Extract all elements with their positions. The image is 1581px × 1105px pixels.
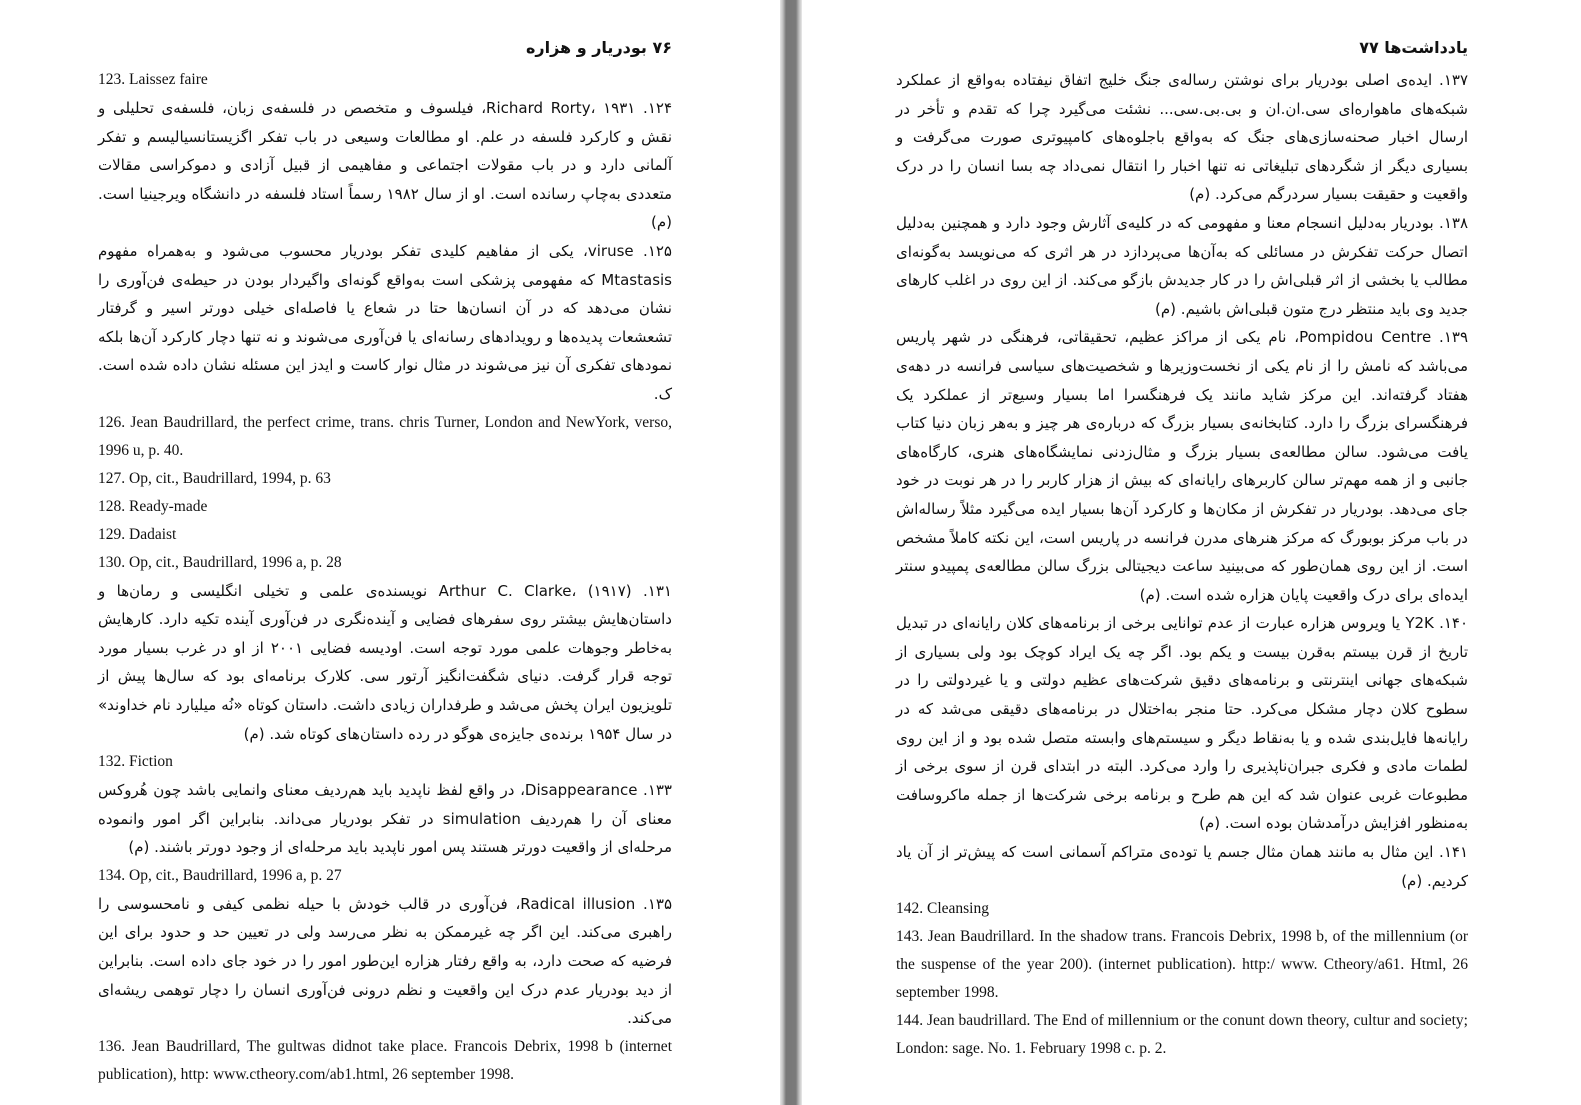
right-page-column	[896, 36, 1468, 1063]
footnote-item: ۱۳۵. Radical illusion، فن‌آوری در قالب خودش با حیله نظمی کیفی و نامحسوسی را راهبری می‌کند. این اگر چه غیرممکن به نظر می‌رسد ولی در تعیین حد و حدود برای این فرضیه که صحت دارد، به واقع رفتار هزاره این‌طور امور را در خود جای داده است. بنابراین از دید بودریار عدم درک این واقعیت و نظم درونی فن‌آوری انسان را دچار توهمی ریشه‌ای می‌کند.	[98, 894, 672, 1028]
footnote-item: 144. Jean baudrillard. The End of millennium or the conunt down theory, cultur and society; London: sage. No. 1. February 1998 c. p. 2.	[896, 1012, 1468, 1058]
footnote-item: ۱۳۸. بودریار به‌دلیل انسجام معنا و مفهومی که در کلیه‌ی آثارش وجود دارد و همچنین به‌دلیل اتصال حرکت تفکرش در مسائلی که به‌آن‌ها می‌پردازد در هر اثری که می‌نویسد به‌گونه‌ای مطالب یا بخشی از اثر قبلی‌اش را در کار جدیدش بازگو می‌کند. از این روی در اغلب کارهای جدید وی باید منتظر درج متون قبلی‌اش باشیم. (م)	[896, 213, 1468, 318]
right-page	[802, 0, 1581, 1105]
footnote-item: 143. Jean Baudrillard. In the shadow trans. Francois Debrix, 1998 b, of the millennium (or the suspense of the year 200). (internet publication). http:/ www. Ctheory/a61. Html, 26 september 1998.	[896, 928, 1468, 1002]
footnote-item: ۱۳۷. ایده‌ی اصلی بودریار برای نوشتن رساله‌ی جنگ خلیج اتفاق نیفتاده به‌واقع از عملکرد شبکه‌های ماهواره‌ای سی.ان.ان و بی.بی.سی... نشئت می‌گیرد چرا که تقدم و تأخر در ارسال اخبار صحنه‌سازی‌های جنگ که به‌واقع باجلوه‌های کامپیوتری صورت می‌گرفت و بسیاری دیگر از شگردهای تبلیغاتی نه تنها اخبار را انتقال نمی‌داد چه بسا انسان را در درک واقعیت و حقیقت بسیار سردرگم می‌کرد. (م)	[896, 71, 1468, 204]
footnote-item: 127. Op, cit., Baudrillard, 1994, p. 63	[98, 469, 331, 487]
footnote-item: 136. Jean Baudrillard, The gultwas didnot take place. Francois Debrix, 1998 b (internet publication), http: www.ctheory.com/ab1.html, 26 september 1998.	[98, 1037, 672, 1083]
footnote-item: ۱۴۰. Y2K یا ویروس هزاره عبارت از عدم توانایی برخی از برنامه‌های کلان رایانه‌ای در تبدیل تاریخ از قرن بیستم به‌قرن بیست و یکم بود. اگر چه یک ایراد کوچک بود ولی بسیاری از شبکه‌های جهانی اینترنتی و برنامه‌های دقیق شرکت‌های عظیم دولتی و یا غیردولتی را در سطوح کلان دچار مشکل می‌کرد. حتا منجر به‌اختلال در برنامه‌های دقیقی می‌شد که در رایانه‌ها فایل‌بندی شده و یا به‌نقاط دیگر و سیستم‌های وابسته متصل شده بود و از این روی لطمات مادی و فکری جبران‌ناپذیری را وارد می‌کرد. البته در ابتدای قرن از سوی برخی از مطبوعات غربی عنوان شد که این هم طرح و برنامه برخی شرکت‌ها از جمله ماکروسافت به‌منظور افزایش درآمدشان بوده است. (م)	[896, 614, 1469, 833]
footnote-item: 128. Ready-made	[98, 497, 208, 515]
footnote-item: ۱۳۳. Disappearance، در واقع لفظ ناپدید باید هم‌ردیف معنای وانمایی باشد چون هُروکس معنای آن را هم‌ردیف simulation در تفکر بودریار می‌داند. بنابراین اگر امور وانموده مرحله‌ای از واقعیت دورتر هستند پس امور ناپدید باید مرحله‌ای از وجود دورتر باشند. (م)	[98, 781, 672, 857]
footnote-item: 126. Jean Baudrillard, the perfect crime, trans. chris Turner, London and NewYork, verso, 1996 u, p. 40.	[98, 413, 672, 459]
footnote-item: 123. Laissez faire	[98, 71, 208, 88]
footnote-item: ۱۲۴. Richard Rorty، ۱۹۳۱، فیلسوف و متخصص در فلسفه‌ی زبان، فلسفه‌ی تحلیلی و نقش و کارکرد فلسفه در علم. او مطالعات وسیعی در باب تفکر اگزیستانسیالیسم و تفکر آلمانی دارد و در باب مقولات اجتماعی و مفاهیمی از قبیل آزادی و دموکراسی مقالات متعددی به‌چاپ رسانده است. او از سال ۱۹۸۲ رسماً استاد فلسفه در دانشگاه ویرجینیا است. (م)	[98, 99, 672, 232]
notes-list	[98, 66, 672, 1089]
footnote-item: 142. Cleansing	[896, 900, 989, 918]
footnote-item: ۱۳۹. Pompidou Centre، نام یکی از مراکز عظیم، تحقیقاتی، فرهنگی در شهر پاریس می‌باشد که نامش را از نام یکی از نخست‌وزیرها و شخصیت‌های سیاسی فرانسه در دهه‌ی هفتاد گرفته‌اند. این مرکز شاید مانند یک فرهنگسرا اما بسیار وسیع‌تر از عملکرد یک فرهنگسرای بزرگ را دارد. کتابخانه‌ی بسیار بزرگ که درباره‌ی هر چیز و به‌هر زبان دنیا کتاب یافت می‌شود. سالن مطالعه‌ی بسیار بزرگ و مثال‌زدنی نمایشگاه‌های هنری، کارگاه‌های جانبی و از همه مهم‌تر سالن کاربرهای رایانه‌ای که بیش از هزار کاربر را در هر نوبت در خود جای می‌دهد. بودریار در تفکرش از مکان‌ها و کارکرد آن‌ها بسیار ایده می‌گیرد مثلاً رساله‌اش در باب مرکز بوبورگ که مرکز هنرهای مدرن فرانسه در پاریس است، این نکته کاملاً مشخص است. از این روی همان‌طور که می‌بینید ساعت دیجیتالی بزرگ سالن مطالعه‌ی پمپیدو سنتر ایده‌ای برای درک واقعیت پایان هزاره شده است. (م)	[896, 328, 1468, 604]
footnote-item: 134. Op, cit., Baudrillard, 1996 a, p. 27	[98, 866, 342, 884]
left-page-column	[98, 36, 672, 1089]
book-gutter	[780, 0, 802, 1105]
notes-list	[896, 66, 1468, 1063]
footnote-item: ۱۴۱. این مثال به مانند همان مثال جسم یا توده‌ی متراکم آسمانی است که پیش‌تر از آن یاد کردیم. (م)	[896, 843, 1468, 890]
footnote-item: 132. Fiction	[98, 753, 173, 771]
footnote-item: 129. Dadaist	[98, 525, 177, 543]
page-header: ۷۶ بودریار و هزاره	[525, 38, 672, 57]
page-header: یادداشت‌ها ۷۷	[1359, 38, 1468, 57]
footnote-item: 130. Op, cit., Baudrillard, 1996 a, p. 28	[98, 553, 342, 571]
footnote-item: ۱۲۵. viruse، یکی از مفاهیم کلیدی تفکر بودریار محسوب می‌شود و به‌همراه مفهوم Mtastasis که مفهومی پزشکی است به‌واقع گونه‌ای واگیردار بودن در حیطه‌ی فن‌آوری را نشان می‌دهد که در آن انسان‌ها حتا در شعاع یا فاصله‌ای خیلی دورتر اسیر و گرفتار تشعشعات پدیده‌ها و رویدادهای رسانه‌ای یا فن‌آوری می‌شوند و نه تنها دچار کارکرد آن‌ها بلکه نمودهای تفکری آن نیز می‌شوند در مثال نوار کاست و ایدز این مسئله نشان داده شده است. ک.	[98, 241, 672, 403]
left-page	[0, 0, 780, 1105]
footnote-item: ۱۳۱. Arthur C. Clarke، (۱۹۱۷) نویسنده‌ی علمی و تخیلی انگلیسی و رمان‌ها و داستان‌هایش بیشتر روی سفرهای فضایی و آینده‌نگری در فن‌آوری آینده تکیه دارد. کارهایش به‌خاطر وجوهات علمی مورد توجه است. اودیسه فضایی ۲۰۰۱ از او در غرب بسیار مورد توجه قرار گرفت. دنیای شگفت‌انگیز آرتور سی. کلارک برنامه‌ای بود که سال‌ها پیش از تلویزیون ایران پخش می‌شد و طرفداران زیادی داشت. داستان کوتاه «نُه میلیارد نام خداوند» در سال ۱۹۵۴ برنده‌ی جایزه‌ی هوگو در رده داستان‌های کوتاه شد. (م)	[98, 581, 673, 743]
